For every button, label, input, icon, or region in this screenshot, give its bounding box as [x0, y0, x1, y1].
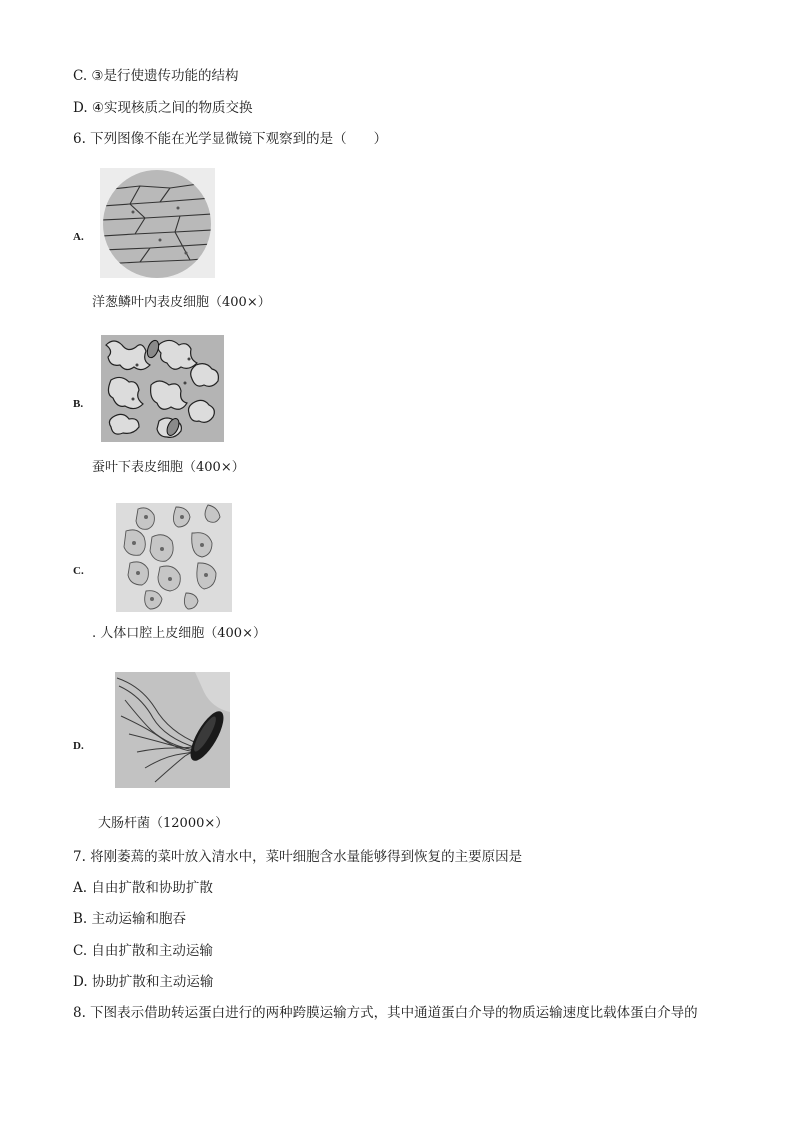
prev-option-c: C. ③是行使遗传功能的结构: [73, 68, 239, 84]
option-a-caption: 洋葱鳞叶内表皮细胞（400×）: [92, 295, 271, 310]
option-a-letter: A.: [73, 231, 84, 243]
leaf-epidermis-micrograph: [101, 335, 224, 442]
option-b-caption: 蚕叶下表皮细胞（400×）: [92, 460, 245, 475]
question-7-stem: 7. 将刚萎蔫的菜叶放入清水中，菜叶细胞含水量能够得到恢复的主要原因是: [73, 849, 523, 865]
question-7-option-c: C. 自由扩散和主动运输: [73, 943, 213, 959]
question-7-option-d: D. 协助扩散和主动运输: [73, 974, 214, 990]
prev-option-d: D. ④实现核质之间的物质交换: [73, 100, 253, 116]
e-coli-micrograph: [115, 672, 230, 788]
question-7-option-a: A. 自由扩散和协助扩散: [73, 880, 213, 896]
question-6-stem: 6. 下列图像不能在光学显微镜下观察到的是（ ）: [73, 131, 388, 147]
option-d-letter: D.: [73, 740, 84, 752]
option-c-letter: C.: [73, 565, 84, 577]
option-b-letter: B.: [73, 398, 84, 410]
cheek-epithelium-micrograph: [116, 503, 232, 612]
option-c-caption: . 人体口腔上皮细胞（400×）: [92, 626, 266, 641]
option-d-caption: 大肠杆菌（12000×）: [98, 816, 229, 831]
question-8-stem: 8. 下图表示借助转运蛋白进行的两种跨膜运输方式，其中通道蛋白介导的物质运输速度比载体蛋白介导的: [73, 1005, 698, 1021]
question-7-option-b: B. 主动运输和胞吞: [73, 911, 187, 927]
onion-epidermis-micrograph: [100, 168, 215, 278]
